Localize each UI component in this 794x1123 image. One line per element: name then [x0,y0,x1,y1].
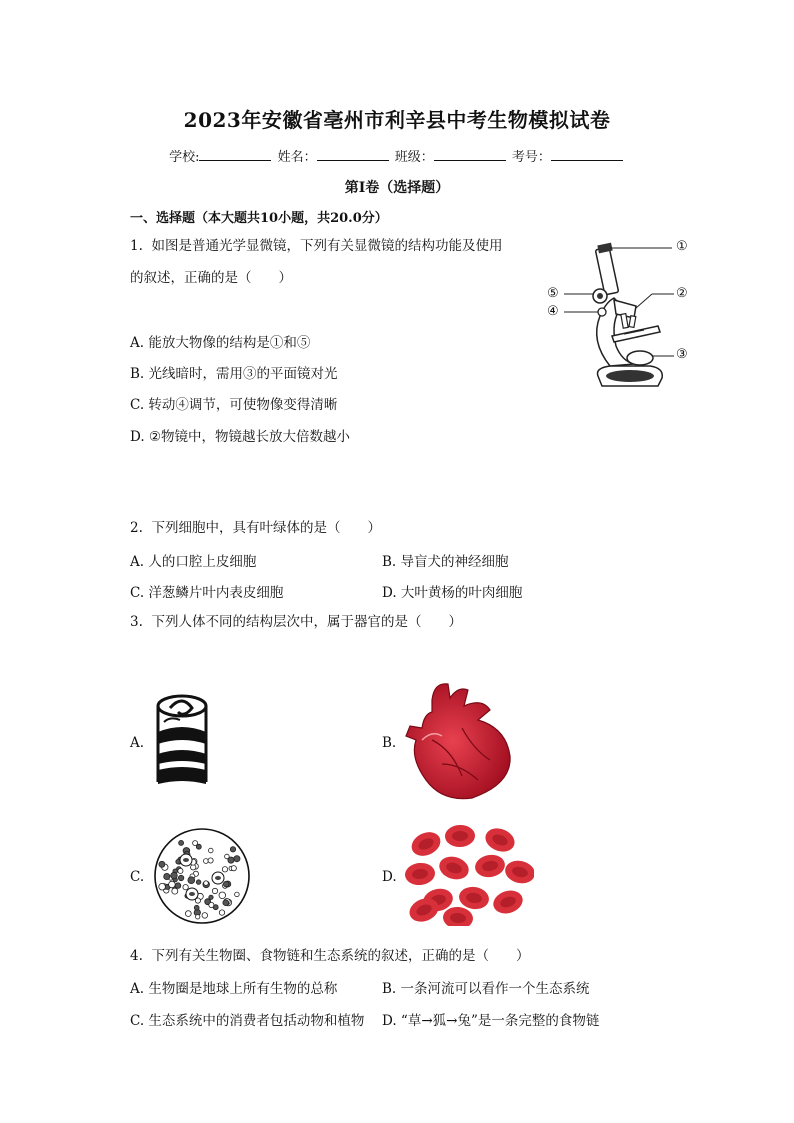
student-info-line [0,146,794,165]
blood-cell-dot [169,881,176,888]
microscope-figure [540,236,700,401]
exam-no-label: 考号： [511,150,551,165]
blood-cell-dot [219,910,224,915]
blood-cell-dot [171,872,178,879]
question-4-number: 4. [130,948,143,964]
blood-cell-dot [228,857,234,863]
blood-cell-dot [223,900,229,906]
exam-no-blank[interactable] [551,147,623,161]
red-blood-cell [408,828,444,861]
blood-cell-dot [231,866,236,871]
blood-cell-dot [209,895,213,899]
red-blood-cell [490,887,525,917]
label-4: ④ [547,304,559,319]
volume-heading: 第I卷（选择题） [344,180,450,196]
blood-cell-dot [178,868,183,873]
class-label: 班级： [394,150,434,165]
option-b-heart-image [402,680,520,802]
question-2-option-c[interactable]: C. 洋葱鳞片叶内表皮细胞 [130,585,284,601]
blood-cell-dot [188,877,195,884]
blood-cell-dot [196,844,201,849]
blood-cell-dot [219,892,226,899]
label-3: ③ [676,347,688,362]
question-1-option-d[interactable]: D. ②物镜中，物镜越长放大倍数越小 [130,429,351,445]
blood-cell-dot [208,858,213,863]
blood-cell-dot [223,881,229,887]
blood-cell-dot [222,867,227,872]
blood-cell-dot [212,888,217,893]
question-2-option-d[interactable]: D. 大叶黄杨的叶肉细胞 [382,585,523,601]
red-blood-cell [442,906,474,926]
question-2-option-a[interactable]: A. 人的口腔上皮细胞 [130,554,257,570]
blood-cell-dot [175,883,181,889]
question-1-option-b[interactable]: B. 光线暗时，需用③的平面镜对光 [130,366,338,382]
blood-cell-dot [185,911,191,917]
school-label: 学校: [169,150,200,165]
cell-nucleus [215,876,221,880]
blood-cell-dot [164,873,170,879]
blood-cell-dot [234,856,240,862]
section-heading: 一、选择题（本大题共10小题，共20.0分） [130,211,388,226]
option-d-red-blood-cells-image [404,822,534,926]
blood-cell-dot [204,859,209,864]
blood-cell-dot [209,848,214,853]
blood-cell-dot [196,880,201,885]
red-blood-cell [457,885,490,911]
question-4-option-b[interactable]: B. 一条河流可以看作一个生态系统 [382,981,590,997]
question-2-stem: 2. 下列细胞中，具有叶绿体的是（ ） [130,520,381,536]
question-1-option-c[interactable]: C. 转动④调节，可使物像变得清晰 [130,397,338,413]
red-blood-cell [503,858,534,886]
question-3-option-d[interactable]: D. [382,869,397,885]
blood-cell-dot [196,915,200,919]
blood-cell-dot [178,875,183,880]
question-4-option-d[interactable]: D. “草→狐→兔”是一条完整的食物链 [382,1013,600,1029]
page-title: 2023年安徽省亳州市利辛县中考生物模拟试卷 [183,108,611,132]
blood-cell-dot [159,861,165,867]
blood-cell-dot [202,913,208,919]
question-1-stem: 1. 如图是普通光学显微镜，下列有关显微镜的结构功能及使用 的叙述，正确的是（ ） [130,238,503,286]
class-blank[interactable] [434,147,506,161]
blood-cell-dot [183,885,188,890]
cell-nucleus [189,892,195,896]
red-blood-cell [445,824,476,847]
red-blood-cell [482,824,518,855]
red-blood-cell [436,853,471,883]
red-blood-cell [404,861,436,886]
blood-cell-dot [159,883,166,890]
school-blank[interactable] [199,147,271,161]
question-4-option-c[interactable]: C. 生态系统中的消费者包括动物和植物 [130,1013,365,1029]
question-4-stem: 4. 下列有关生物圈、食物链和生态系统的叙述，正确的是（ ） [130,948,530,964]
question-3-option-c[interactable]: C. [130,869,145,885]
question-3-option-b[interactable]: B. [382,735,397,751]
question-3-stem: 3. 下列人体不同的结构层次中，属于器官的是（ ） [130,614,462,630]
cell-nucleus [183,858,189,862]
question-3-number: 3. [130,614,143,630]
blood-cell-dot [235,892,240,897]
question-1-option-a[interactable]: A. 能放大物像的结构是①和⑤ [130,335,311,351]
question-4-option-a[interactable]: A. 生物圈是地球上所有生物的总称 [130,981,338,997]
blood-cell-dot [230,847,235,852]
label-5: ⑤ [547,286,559,301]
option-a-tissue-image [150,692,220,790]
blood-cell-dot [194,905,199,910]
question-1-number: 1. [130,238,143,254]
blood-cell-dot [213,905,218,910]
question-2-option-b[interactable]: B. 导盲犬的神经细胞 [382,554,509,570]
label-2: ② [676,286,688,301]
label-1: ① [676,239,688,254]
question-2-number: 2. [130,520,143,536]
name-blank[interactable] [317,147,389,161]
blood-cell-dot [172,888,178,894]
name-label: 姓名： [277,150,317,165]
red-blood-cell [473,853,506,880]
blood-cell-dot [179,840,184,845]
question-3-option-a[interactable]: A. [130,735,145,751]
blood-cell-dot [204,881,209,886]
option-c-blood-smear-image [152,826,252,926]
